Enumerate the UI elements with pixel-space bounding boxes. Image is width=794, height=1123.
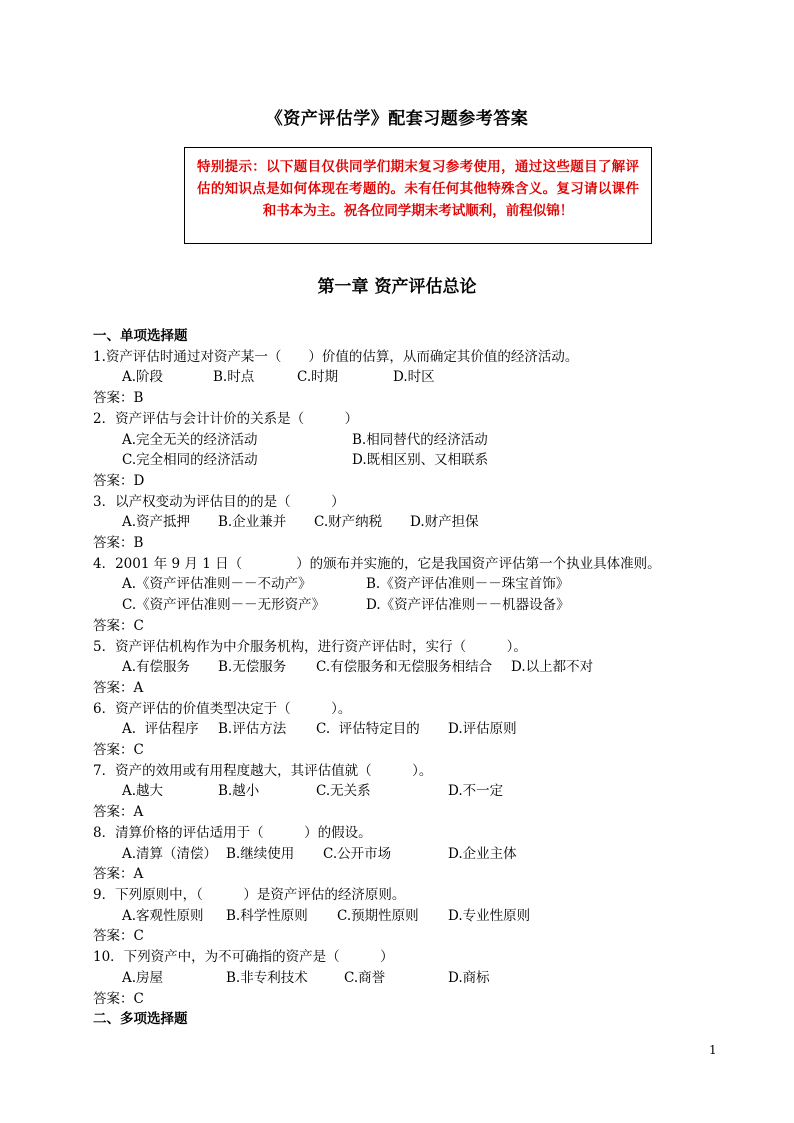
option-row	[93, 844, 713, 865]
option: C.时期	[297, 369, 339, 386]
option: A.《资产评估准则－－不动产》	[122, 576, 312, 593]
option: D.专业性原则	[448, 907, 531, 924]
answer-line: 答案：A	[93, 804, 144, 821]
option-row	[93, 574, 713, 595]
option: D.企业主体	[448, 845, 517, 862]
option: B.《资产评估准则－－珠宝首饰》	[366, 576, 570, 593]
option: A. 评估程序	[122, 721, 199, 738]
option: D.《资产评估准则－－机器设备》	[366, 597, 570, 614]
question-text: 7．资产的效用或有用程度越大，其评估值就（ ）。	[93, 762, 433, 779]
question-list	[93, 326, 713, 1030]
answer-line: 答案：B	[93, 390, 144, 407]
option: C.商誉	[344, 969, 386, 986]
special-notice-box: 特别提示：以下题目仅供同学们期末复习参考使用，通过这些题目了解评估的知识点是如何体现在考题的。未有任何其他特殊含义。复习请以课件和书本为主。祝各位同学期末考试顺利，前程似锦！	[184, 147, 652, 244]
option: D.财产担保	[410, 514, 479, 531]
answer-line: 答案：A	[93, 679, 144, 696]
question-text: 6．资产评估的价值类型决定于（ ）。	[93, 700, 352, 717]
question-text: 9．下列原则中，（ ）是资产评估的经济原则。	[93, 886, 406, 903]
question-text: 1.资产评估时通过对资产某一（ ）价值的估算，从而确定其价值的经济活动。	[93, 348, 579, 365]
option-row	[93, 512, 713, 533]
option: D.以上都不对	[511, 659, 594, 676]
option: A.房屋	[122, 969, 164, 986]
option: C.《资产评估准则－－无形资产》	[122, 597, 326, 614]
option: B.无偿服务	[218, 659, 287, 676]
option: A.客观性原则	[122, 907, 204, 924]
option: A.有偿服务	[122, 659, 191, 676]
option: B.评估方法	[218, 721, 287, 738]
option: B.非专利技术	[226, 969, 308, 986]
option: D.不一定	[448, 783, 504, 800]
option: C.有偿服务和无偿服务相结合	[316, 659, 493, 676]
option: D.商标	[448, 969, 490, 986]
page-number: 1	[709, 1043, 717, 1057]
option: D.评估原则	[448, 721, 517, 738]
question-text: 8．清算价格的评估适用于（ ）的假设。	[93, 824, 372, 841]
option: A.完全无关的经济活动	[122, 431, 258, 448]
section-heading-multiple-choice: 二、多项选择题	[93, 1011, 188, 1028]
section-heading-single-choice: 一、单项选择题	[93, 328, 188, 344]
option: B.相同替代的经济活动	[352, 431, 488, 448]
option-row	[93, 450, 713, 471]
option: D.时区	[393, 369, 435, 386]
answer-line: 答案：C	[93, 617, 144, 634]
option: C.财产纳税	[314, 514, 383, 531]
question-text: 5．资产评估机构作为中介服务机构，进行资产评估时，实行（ ）。	[93, 638, 527, 655]
option: C. 评估特定目的	[316, 721, 420, 738]
option: A.越大	[122, 783, 164, 800]
answer-line: 答案：B	[93, 535, 144, 552]
question-text: 10．下列资产中，为不可确指的资产是（ ）	[93, 949, 394, 966]
question-text: 4．2001 年 9 月 1 日（ ）的颁布并实施的，它是我国资产评估第一个执业具体准则。	[93, 555, 661, 572]
option-row	[93, 781, 713, 802]
answer-line: 答案：D	[93, 472, 145, 489]
option: C.完全相同的经济活动	[122, 452, 258, 469]
option-row	[93, 430, 713, 451]
option: B.继续使用	[226, 845, 295, 862]
answer-line: 答案：A	[93, 866, 144, 883]
option: C.无关系	[316, 783, 371, 800]
option: B.越小	[218, 783, 260, 800]
option-row	[93, 657, 713, 678]
option: C.公开市场	[323, 845, 392, 862]
answer-line: 答案：C	[93, 742, 144, 759]
chapter-heading: 第一章 资产评估总论	[317, 277, 477, 297]
option-row	[93, 968, 713, 989]
option: A.清算（清偿）	[122, 845, 218, 862]
option-row	[93, 906, 713, 927]
option: D.既相区别、又相联系	[352, 452, 489, 469]
document-title: 《资产评估学》配套习题参考答案	[265, 109, 529, 129]
option: C.预期性原则	[337, 907, 419, 924]
option: A.阶段	[122, 369, 164, 386]
answer-line: 答案：C	[93, 990, 144, 1007]
option-row	[93, 719, 713, 740]
option-row	[93, 367, 713, 388]
option: B.时点	[213, 369, 255, 386]
option-row	[93, 595, 713, 616]
answer-line: 答案：C	[93, 928, 144, 945]
option: B.科学性原则	[226, 907, 308, 924]
option: B.企业兼并	[218, 514, 287, 531]
option: A.资产抵押	[122, 514, 191, 531]
question-text: 3．以产权变动为评估目的的是（ ）	[93, 493, 345, 510]
question-text: 2．资产评估与会计计价的关系是（ ）	[93, 410, 359, 427]
